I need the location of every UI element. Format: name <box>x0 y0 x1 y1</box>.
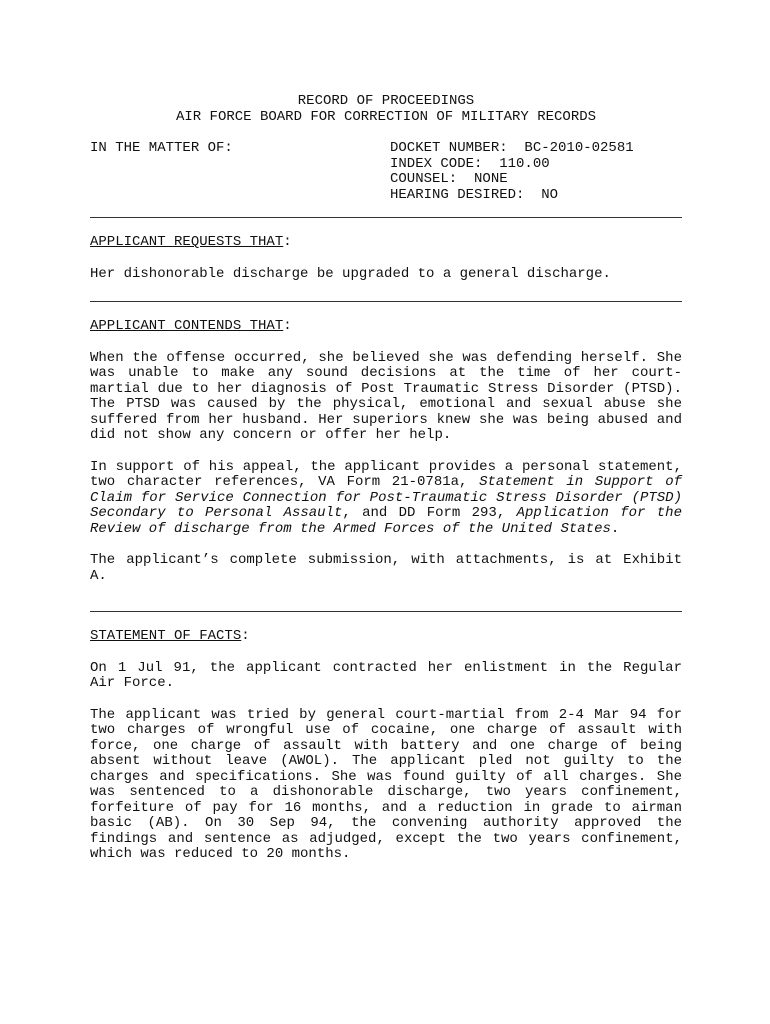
docket-number: DOCKET NUMBER: BC-2010-02581 <box>390 140 634 156</box>
section-divider <box>90 301 682 302</box>
section-divider <box>90 611 682 612</box>
case-details <box>390 141 634 203</box>
hearing-desired: HEARING DESIRED: NO <box>390 186 559 203</box>
counsel: COUNSEL: NONE <box>390 171 508 187</box>
requests-heading-text: APPLICANT REQUESTS THAT <box>90 234 284 250</box>
section-divider <box>90 217 682 218</box>
support-text-1: In support of his appeal, the applicant provides a personal statement, two character references, VA Form 21-0781a, <box>90 458 682 490</box>
facts-heading-colon: : <box>241 628 250 644</box>
dd-form-title: Application for the Review of discharge from the Armed Forces of the United States <box>90 505 682 537</box>
matter-block <box>90 141 682 205</box>
requests-paragraph: Her dishonorable discharge be upgraded to a general discharge. <box>90 265 611 282</box>
facts-paragraph-2: The applicant was tried by general court-martial from 2-4 Mar 94 for two charges of wrongful use of cocaine, one charge of assault with force, one charge of assault with battery and one charge of being absent without leave (AWOL). The applicant pled not guilty to the charges and specifications. She was found guilty of all charges. She was sentenced to a dishonorable discharge, two years confinement, forfeiture of pay for 16 months, and a reduction in grade to airman basic (AB). On 30 Sep 94, the convening authority approved the findings and sentence as adjudged, except the two years confinement, which was reduced to 20 months. <box>90 706 682 862</box>
va-form-title: Statement in Support of Claim for Service Connection for Post-Traumatic Stress Disorder (PTSD) Secondary to Personal Assault <box>90 474 682 521</box>
contends-paragraph-2 <box>90 460 682 538</box>
contends-paragraph-3: The applicant’s complete submission, with attachments, is at Exhibit A. <box>90 552 682 584</box>
contends-heading <box>90 319 682 335</box>
document-page <box>90 94 682 863</box>
contends-heading-text: APPLICANT CONTENDS THAT <box>90 318 284 334</box>
index-code: INDEX CODE: 110.00 <box>390 155 550 172</box>
requests-heading <box>90 235 682 251</box>
facts-heading-text: STATEMENT OF FACTS <box>90 628 242 644</box>
document-title <box>90 94 682 125</box>
contends-paragraph-1: When the offense occurred, she believed she was defending herself. She was unable to make any sound decisions at the time of her court-martial due to her diagnosis of Post Traumatic Stress Disorder (PTSD). The PTSD was caused by the physical, emotional and sexual abuse she suffered from her husband. Her superiors knew she was being abused and did not show any concern or offer her help. <box>90 349 682 443</box>
support-text-2: , and DD Form 293, <box>342 505 517 521</box>
title-line-2: AIR FORCE BOARD FOR CORRECTION OF MILITARY RECORDS <box>175 108 597 125</box>
support-text-3: . <box>610 520 620 537</box>
matter-label: IN THE MATTER OF: <box>90 140 233 156</box>
facts-heading <box>90 629 682 645</box>
title-line-1: RECORD OF PROCEEDINGS <box>297 93 475 109</box>
facts-paragraph-1: On 1 Jul 91, the applicant contracted her enlistment in the Regular Air Force. <box>90 659 682 691</box>
requests-heading-colon: : <box>283 234 292 250</box>
contends-heading-colon: : <box>283 318 292 334</box>
